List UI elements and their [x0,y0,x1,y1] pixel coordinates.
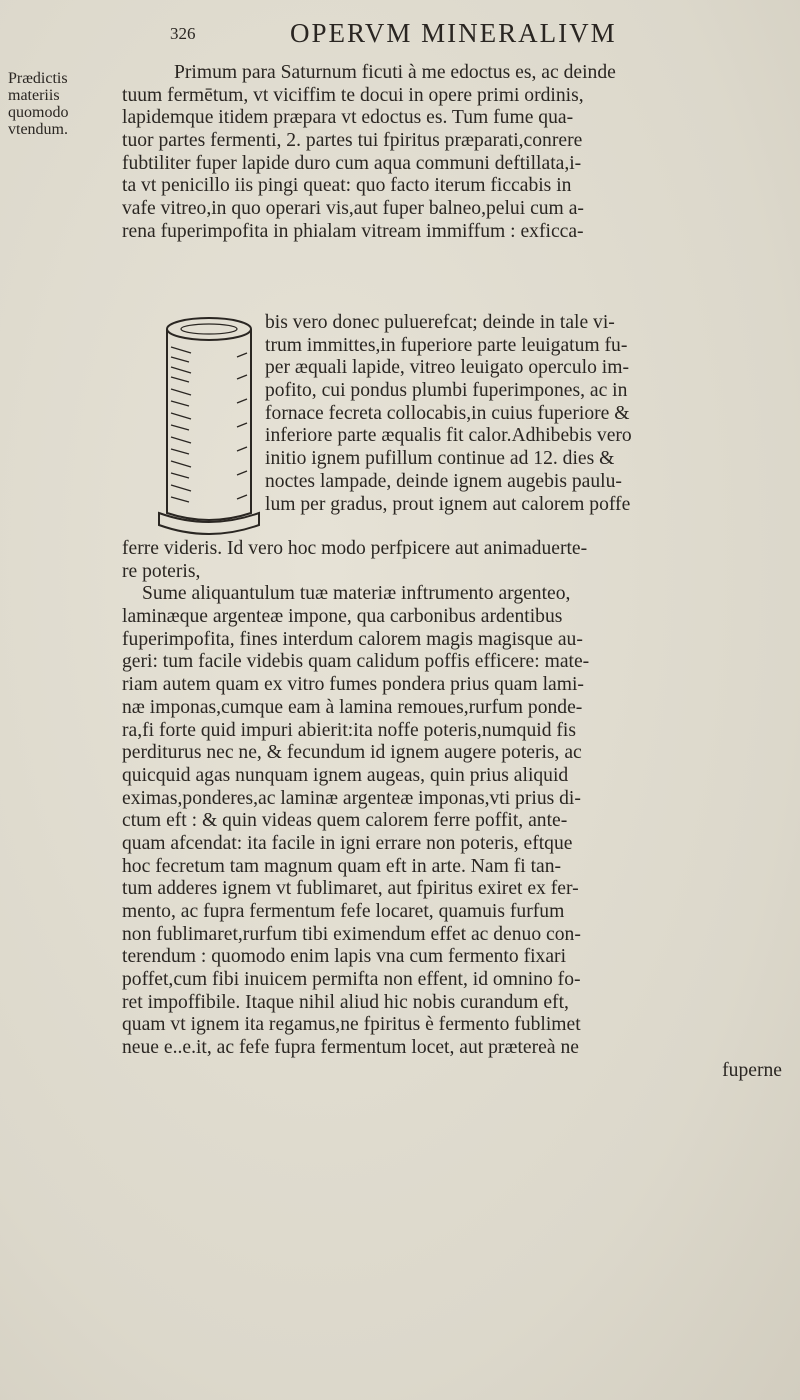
text-line: terendum : quomodo enim lapis vna cum fermento fixari [122,946,567,968]
page-number: 326 [170,24,196,43]
running-title: OPERVM MINERALIVM [290,18,617,48]
text-block-beside-figure [265,312,632,516]
text-line: mento, ac fupra fermentum fefe locaret, quamuis furfum [122,901,565,922]
catchword: fuperne [722,1059,782,1081]
text-line: trum immittes,in fuperiore parte leuigatum fu- [265,334,628,356]
text-line: rena fuperimpofita in phialam vitream immiffum : exficca- [122,220,584,242]
text-line: quam afcendat: ita facile in igni errare non poteris, eftque [122,832,573,854]
text-block-top [122,62,616,244]
text-line: næ imponas,cumque eam à lamina remoues,rurfum ponde- [122,696,583,718]
text-line: ferre videris. Id vero hoc modo perfpicere aut animaduerte- [122,538,588,559]
text-line: quicquid agas nunquam ignem augeas, quin prius aliquid [122,764,569,786]
text-line: riam autem quam ex vitro fumes pondera prius quam lami- [122,674,584,696]
text-line: fuperimpofita, fines interdum calorem magis magisque au- [122,628,583,650]
text-block-bottom [122,538,782,1083]
text-line: initio ignem pufillum continue ad 12. dies & [265,448,615,470]
text-line: Sume aliquantulum tuæ materiæ inftrumento argenteo, [142,583,571,605]
page-header [0,16,800,56]
text-line: bis vero donec puluerefcat; deinde in tale vi- [265,312,615,333]
text-line: quam vt ignem ita regamus,ne fpiritus è fermento fublimet [122,1014,581,1036]
text-line: neue e..e.it, ac fefe fupra fermentum locet, aut prætereà ne [122,1037,579,1059]
text-line: poffet,cum fibi inuicem permifta non effent, id omnino fo- [122,969,581,991]
marginal-note-line: materiis [8,87,60,104]
text-line: ret impoffibile. Itaque nihil aliud hic nobis curandum eft, [122,991,569,1013]
text-line: fornace fecreta collocabis,in cuius fuperiore & [265,402,630,424]
text-line: tuum fermētum, vt viciffim te docui in opere primi ordinis, [122,84,584,106]
text-line: non fublimaret,rurfum tibi eximendum effet ac denuo con- [122,923,581,945]
text-line: ctum eft : & quin videas quem calorem ferre poffit, ante- [122,810,568,832]
text-line: lum per gradus, prout ignem aut calorem poffe [265,493,631,515]
text-line: Primum para Saturnum ficuti à me edoctus es, ac deinde [174,62,616,83]
text-line: hoc fecretum tam magnum quam eft in arte. Nam fi tan- [122,855,562,877]
text-line: fubtiliter fuper lapide duro cum aqua communi deftillata,i- [122,152,582,174]
text-line: re poteris, [122,560,201,582]
text-line: pofito, cui pondus plumbi fuperimpones, ac in [265,380,628,402]
marginal-note-line: vtendum. [8,121,68,138]
marginal-note-line: Prædictis [8,70,68,87]
text-line: inferiore parte æqualis fit calor.Adhibebis vero [265,425,632,447]
text-line: perditurus nec ne, & fecundum id ignem augere poteris, ac [122,742,582,764]
text-line: tum adderes ignem vt fublimaret, aut fpiritus exiret ex fer- [122,878,579,900]
text-line: lapidemque itidem præpara vt edoctus es. Tum fume qua- [122,107,574,129]
text-line: per æquali lapide, vitreo leuigato operculo im- [265,357,630,379]
text-line: geri: tum facile videbis quam calidum poffis efficere: mate- [122,651,590,673]
glass-vessel-icon [155,313,263,535]
text-line: ra,fi forte quid impuri abierit:ita noffe poteris,numquid fis [122,719,576,741]
text-line: noctes lampade, deinde ignem augebis paulu- [265,470,622,492]
marginal-note [8,70,96,138]
text-line: laminæque argenteæ impone, qua carbonibus ardentibus [122,606,563,628]
marginal-note-line: quomodo [8,104,69,121]
text-line: tuor partes fermenti, 2. partes tui fpiritus præparati,conrere [122,130,583,152]
text-line: eximas,ponderes,ac laminæ argenteæ imponas,vti prius di- [122,787,581,809]
text-line: ta vt penicillo iis pingi queat: quo facto iterum ficcabis in [122,175,572,197]
text-line: vafe vitreo,in quo operari vis,aut fuper balneo,pelui cum a- [122,198,584,220]
